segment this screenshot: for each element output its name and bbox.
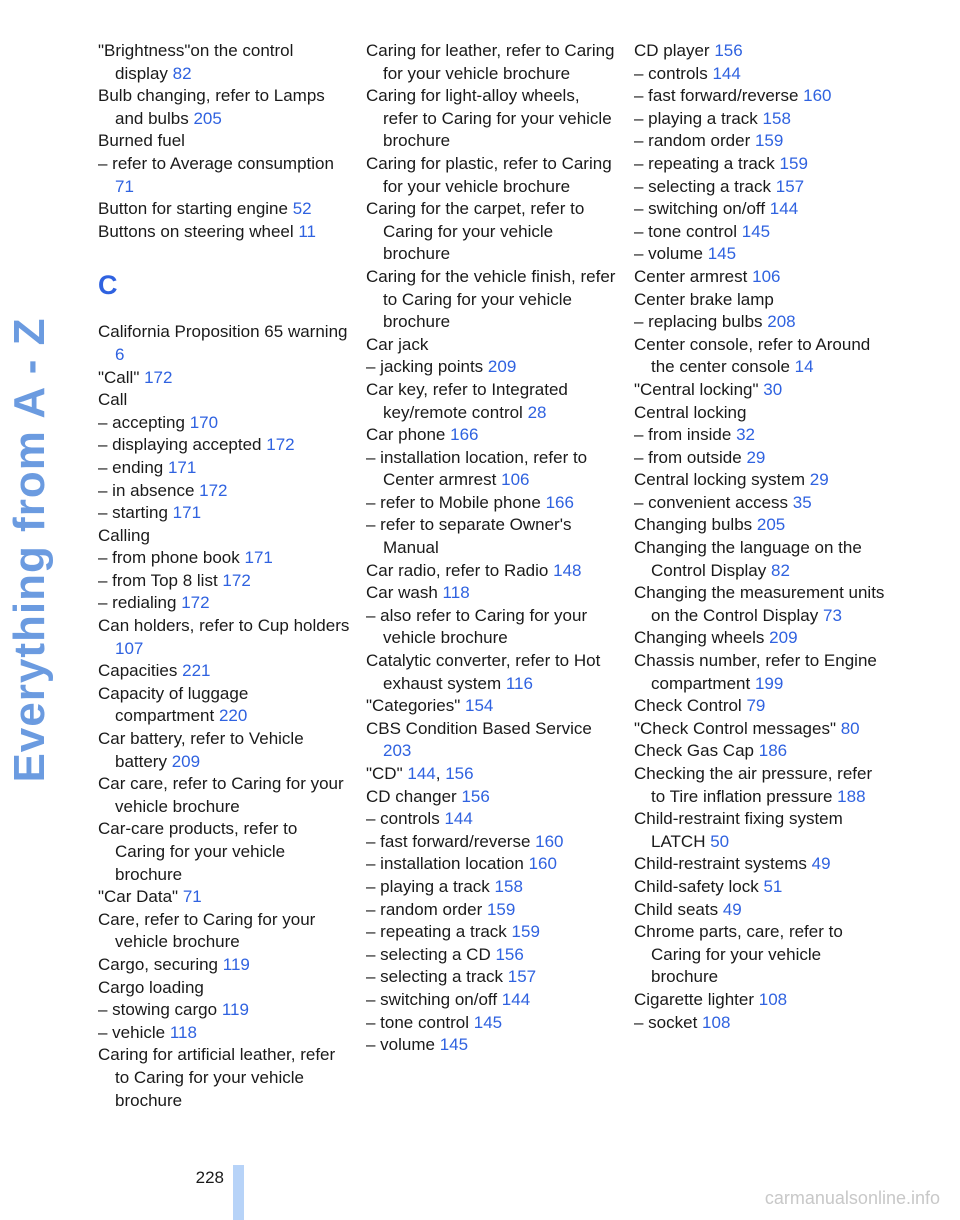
- index-entry: [366, 899, 618, 922]
- index-entry: [366, 356, 618, 379]
- index-entry: [98, 130, 350, 153]
- page-reference-link[interactable]: 116: [505, 673, 533, 693]
- page-number-bar: [233, 1165, 244, 1220]
- index-entry: [98, 198, 350, 221]
- entry-text: – repeating a track: [634, 153, 775, 173]
- entry-text: Buttons on steering wheel: [98, 221, 294, 241]
- entry-text: – volume: [366, 1035, 435, 1055]
- index-entry: [366, 198, 618, 266]
- page-reference-link[interactable]: 203: [383, 741, 412, 761]
- index-entry: [98, 1044, 350, 1112]
- index-entry: [634, 130, 886, 153]
- page-reference-link[interactable]: 205: [193, 108, 222, 128]
- side-section-title: [0, 0, 60, 1100]
- entry-text: – also refer to Caring for your vehicle brochure: [366, 605, 588, 648]
- page-reference-link[interactable]: 156: [495, 944, 524, 964]
- page-reference-link[interactable]: 14: [794, 357, 814, 377]
- page-reference-link[interactable]: 144: [501, 989, 531, 1009]
- entry-text: Calling: [98, 525, 150, 545]
- index-entry: [98, 954, 350, 977]
- index-entry: [634, 627, 886, 650]
- entry-text: – jacking points: [366, 357, 484, 377]
- entry-text: Caring for the carpet, refer to Caring for your vehicle brochure: [366, 199, 585, 264]
- page-reference-link[interactable]: 50: [710, 831, 730, 851]
- index-entry: [98, 728, 350, 773]
- index-entry: [634, 379, 886, 402]
- index-entry: [98, 40, 350, 85]
- page-reference-link[interactable]: 159: [779, 153, 808, 173]
- index-entry: [366, 266, 618, 334]
- index-entry: [366, 786, 618, 809]
- page-reference-link[interactable]: 82: [172, 63, 192, 83]
- page-reference-link[interactable]: 28: [527, 402, 547, 422]
- index-entry: [634, 176, 886, 199]
- entry-text: Changing wheels: [634, 628, 765, 648]
- page-reference-link[interactable]: 82: [771, 560, 790, 580]
- entry-text: – selecting a CD: [366, 944, 491, 964]
- index-entry: [366, 718, 618, 763]
- page-reference-link[interactable]: 209: [487, 357, 517, 377]
- page-reference-link[interactable]: 144: [444, 809, 473, 829]
- page-reference-link[interactable]: 35: [792, 492, 812, 512]
- index-entry: "CD" 144, 156: [366, 764, 474, 783]
- index-entry: [98, 153, 350, 198]
- page-reference-link[interactable]: 49: [811, 854, 831, 874]
- page-reference-link[interactable]: 172: [181, 593, 210, 613]
- entry-text: – ending: [98, 457, 164, 477]
- index-entry: [634, 402, 886, 425]
- index-entry: [366, 944, 618, 967]
- page-reference-link[interactable]: 221: [182, 661, 211, 681]
- page-reference-link[interactable]: 73: [823, 605, 842, 625]
- entry-text: Car care, refer to Caring for your vehicle brochure: [98, 774, 344, 816]
- index-entry: [98, 660, 350, 683]
- index-entry: [366, 695, 618, 718]
- page-reference-link[interactable]: 172: [222, 570, 251, 590]
- index-entry: [98, 818, 350, 886]
- page-reference-link[interactable]: 166: [545, 492, 574, 512]
- index-entry: [98, 1022, 350, 1045]
- entry-text: – selecting a track: [634, 176, 772, 196]
- index-entry: [634, 266, 886, 289]
- entry-text: – volume: [634, 244, 703, 264]
- page-reference-link[interactable]: 51: [763, 876, 783, 896]
- index-entry: [634, 808, 886, 853]
- index-column-3: [634, 40, 886, 1034]
- page-reference-link[interactable]: 118: [442, 583, 470, 603]
- index-entry: [366, 1012, 618, 1035]
- entry-text: – accepting: [98, 412, 185, 432]
- entry-text: Caring for artificial leather, refer to Caring for your vehicle brochure: [98, 1045, 336, 1110]
- page-reference-link[interactable]: 159: [511, 922, 540, 942]
- index-entry: [366, 831, 618, 854]
- entry-text: – controls: [366, 809, 440, 829]
- index-entry: [634, 740, 886, 763]
- entry-text: Call: [98, 390, 128, 410]
- page-reference-link[interactable]: 170: [189, 412, 219, 432]
- entry-text: Capacities: [98, 661, 178, 681]
- page-reference-link[interactable]: 118: [169, 1022, 197, 1042]
- index-entry: [634, 40, 886, 63]
- entry-text: – switching on/off: [366, 989, 498, 1009]
- entry-text: – playing a track: [634, 108, 758, 128]
- index-entry: [98, 547, 350, 570]
- page-reference-link[interactable]: 208: [767, 312, 796, 332]
- index-entry: [366, 424, 618, 447]
- entry-text: CD player: [634, 41, 710, 60]
- index-entry: [366, 808, 618, 831]
- entry-text: – installation location, refer to Center armrest: [366, 447, 588, 490]
- entry-text: Can holders, refer to Cup holders: [98, 616, 350, 636]
- index-entry: [366, 85, 618, 153]
- entry-text: Caring for leather, refer to Caring for your vehicle brochure: [366, 41, 615, 83]
- index-entry: [98, 502, 350, 525]
- page-reference-link[interactable]: 188: [837, 786, 866, 806]
- page-reference-link[interactable]: 32: [736, 425, 755, 445]
- index-entry: [366, 966, 618, 989]
- entry-text: Car battery, refer to Vehicle battery: [98, 729, 304, 771]
- index-entry: [634, 718, 886, 741]
- entry-text: Car radio, refer to Radio: [366, 560, 549, 580]
- entry-text: Child-restraint fixing system LATCH: [634, 809, 843, 851]
- entry-text: Central locking system: [634, 470, 806, 490]
- index-entry: [634, 514, 886, 537]
- entry-text: Capacity of luggage compartment: [98, 683, 249, 726]
- entry-text: Caring for the vehicle finish, refer to Caring for your vehicle brochure: [366, 266, 616, 332]
- entry-text: Changing the measurement units on the Control Display: [634, 583, 885, 625]
- page-reference-link[interactable]: 158: [494, 876, 523, 896]
- page-reference-link[interactable]: 156: [445, 764, 474, 783]
- entry-text: Cargo loading: [98, 977, 204, 997]
- entry-text: – starting: [98, 503, 168, 523]
- index-entry: [634, 63, 886, 86]
- page-reference-link[interactable]: 119: [221, 1000, 249, 1020]
- page-reference-link[interactable]: 220: [218, 706, 248, 726]
- index-entry: [634, 108, 886, 131]
- entry-text: Chrome parts, care, refer to Caring for your vehicle brochure: [634, 922, 843, 987]
- page-reference-link[interactable]: 156: [714, 41, 743, 60]
- page-reference-link[interactable]: 159: [486, 899, 516, 919]
- entry-text: – stowing cargo: [98, 1000, 218, 1020]
- index-entry: [634, 492, 886, 515]
- index-entry: [634, 921, 886, 989]
- page-reference-link[interactable]: 205: [756, 515, 786, 535]
- page-reference-link[interactable]: 158: [762, 108, 791, 128]
- entry-text: Care, refer to Caring for your vehicle brochure: [98, 909, 316, 952]
- index-column-1: [98, 40, 350, 1112]
- index-entry: [634, 989, 886, 1012]
- index-entry: [366, 334, 618, 357]
- entry-text: Check Gas Cap: [634, 741, 754, 761]
- watermark: carmanualsonline.info: [764, 1188, 940, 1208]
- entry-text: – from outside: [634, 447, 742, 467]
- entry-text: "CD": [366, 764, 403, 783]
- entry-text: Child-restraint systems: [634, 854, 807, 874]
- index-entry: [634, 447, 886, 470]
- entry-text: "Check Control messages": [634, 718, 836, 738]
- entry-text: – refer to separate Owner's Manual: [366, 515, 572, 558]
- entry-text: – from Top 8 list: [98, 570, 218, 590]
- page-reference-link[interactable]: 160: [535, 831, 564, 851]
- entry-text: "Central locking": [634, 379, 759, 399]
- page-reference-link[interactable]: 171: [172, 503, 202, 523]
- index-entry: [98, 480, 350, 503]
- index-entry: [366, 582, 618, 605]
- entry-text: – displaying accepted: [98, 435, 262, 455]
- page-reference-link[interactable]: 157: [507, 967, 537, 987]
- index-entry: [98, 367, 350, 390]
- index-entry: [98, 525, 350, 548]
- entry-text: – tone control: [366, 1012, 470, 1032]
- index-entry: [98, 999, 350, 1022]
- index-entry: [634, 853, 886, 876]
- entry-text: Bulb changing, refer to Lamps and bulbs: [98, 86, 325, 128]
- page-reference-link[interactable]: 171: [244, 548, 273, 568]
- entry-text: Car wash: [366, 583, 438, 603]
- entry-text: Changing the language on the Control Display: [634, 538, 862, 580]
- page-reference-link[interactable]: 166: [450, 425, 479, 445]
- index-entry: [98, 412, 350, 435]
- page-reference-link[interactable]: 145: [741, 221, 771, 241]
- page-reference-link[interactable]: 144: [769, 199, 799, 219]
- index-entry: [366, 989, 618, 1012]
- entry-text: Burned fuel: [98, 131, 185, 151]
- entry-text: – playing a track: [366, 876, 490, 896]
- entry-text: Check Control: [634, 696, 742, 716]
- index-entry: [366, 605, 618, 650]
- entry-text: CD changer: [366, 786, 457, 806]
- entry-text: – selecting a track: [366, 967, 504, 987]
- index-entry: [634, 289, 886, 312]
- index-entry: [634, 899, 886, 922]
- entry-text: Chassis number, refer to Engine compartment: [634, 651, 877, 693]
- index-entry: [366, 447, 618, 492]
- entry-text: – repeating a track: [366, 922, 507, 942]
- index-entry: [366, 492, 618, 515]
- index-entry: [634, 695, 886, 718]
- index-entry: [634, 650, 886, 695]
- page-reference-link[interactable]: 171: [167, 457, 197, 477]
- entry-text: California Proposition 65 warning: [98, 322, 348, 342]
- index-entry: [366, 1034, 618, 1057]
- index-entry: [366, 921, 618, 944]
- entry-text: Changing bulbs: [634, 515, 753, 535]
- entry-text: – vehicle: [98, 1022, 166, 1042]
- entry-text: – random order: [366, 899, 483, 919]
- entry-text: – switching on/off: [634, 199, 766, 219]
- page-reference-link[interactable]: 172: [266, 435, 295, 455]
- page-reference-link[interactable]: 106: [752, 266, 781, 286]
- entry-text: – from inside: [634, 425, 732, 445]
- entry-text: "Brightness"on the control display: [98, 41, 294, 83]
- entry-text: Caring for plastic, refer to Caring for your vehicle brochure: [366, 153, 612, 196]
- page-reference-link[interactable]: 209: [769, 628, 798, 648]
- entry-text: Center armrest: [634, 266, 748, 286]
- entry-text: – random order: [634, 131, 751, 151]
- index-entry: [98, 909, 350, 954]
- index-column-2: [366, 40, 618, 1057]
- entry-text: – controls: [634, 63, 708, 83]
- page-reference-link[interactable]: 108: [702, 1012, 731, 1032]
- page-reference-link[interactable]: 29: [746, 447, 766, 467]
- index-entry: [98, 615, 350, 660]
- page-reference-link[interactable]: 186: [758, 741, 788, 761]
- entry-text: – tone control: [634, 221, 738, 241]
- page-number: 228: [195, 1168, 224, 1187]
- index-entry: [634, 334, 886, 379]
- entry-text: – fast forward/reverse: [634, 86, 799, 106]
- index-entry: [98, 773, 350, 818]
- page-reference-link[interactable]: 144: [712, 63, 741, 83]
- page-reference-link[interactable]: 172: [144, 367, 173, 387]
- page-reference-link[interactable]: 145: [439, 1035, 469, 1055]
- index-entry: [366, 560, 618, 583]
- page-reference-link[interactable]: 79: [746, 696, 766, 716]
- index-entry: [98, 457, 350, 480]
- index-entry: [98, 434, 350, 457]
- page-reference-link[interactable]: 209: [171, 751, 201, 771]
- page-reference-link[interactable]: 106: [501, 470, 530, 490]
- page-reference-link[interactable]: 148: [553, 560, 582, 580]
- page-reference-link[interactable]: 145: [707, 244, 737, 264]
- entry-text: – socket: [634, 1012, 698, 1032]
- entry-text: Car key, refer to Integrated key/remote control: [366, 379, 568, 422]
- index-entry: [98, 221, 350, 244]
- page-reference-link[interactable]: 49: [722, 899, 742, 919]
- index-entry: [366, 514, 618, 559]
- index-entry: [366, 153, 618, 198]
- page-reference-link[interactable]: 172: [199, 480, 228, 500]
- entry-text: Center console, refer to Around the center console: [634, 334, 871, 377]
- index-entry: [634, 153, 886, 176]
- entry-text: "Call": [98, 367, 140, 387]
- index-entry: [634, 311, 886, 334]
- page-reference-link[interactable]: 160: [803, 86, 832, 106]
- index-entry: [98, 389, 350, 412]
- index-entry: [98, 977, 350, 1000]
- page-reference-link[interactable]: 11: [298, 221, 317, 241]
- page-reference-link[interactable]: 157: [775, 176, 805, 196]
- entry-text: Car-care products, refer to Caring for your vehicle brochure: [98, 819, 298, 884]
- entry-text: Button for starting engine: [98, 199, 288, 219]
- page-reference-link[interactable]: 71: [115, 176, 134, 196]
- index-entry: [98, 321, 350, 366]
- entry-text: – fast forward/reverse: [366, 831, 531, 851]
- page-reference-link[interactable]: 144: [407, 764, 436, 783]
- index-entry: [634, 221, 886, 244]
- index-entry: [634, 876, 886, 899]
- entry-text: – convenient access: [634, 492, 789, 512]
- entry-text: Caring for light-alloy wheels, refer to Caring for your vehicle brochure: [366, 86, 612, 151]
- index-entry: [98, 570, 350, 593]
- index-entry: [366, 650, 618, 695]
- page-reference-link[interactable]: 107: [115, 638, 144, 658]
- entry-text: Child-safety lock: [634, 876, 759, 896]
- entry-text: – refer to Mobile phone: [366, 492, 541, 512]
- index-entry: [634, 582, 886, 627]
- index-entry: [366, 876, 618, 899]
- entry-text: "Car Data": [98, 887, 179, 907]
- index-entry: [366, 379, 618, 424]
- index-entry: [98, 85, 350, 130]
- index-entry: [366, 853, 618, 876]
- entry-text: CBS Condition Based Service: [366, 718, 592, 738]
- entry-text: Child seats: [634, 899, 719, 919]
- page-reference-link[interactable]: 145: [473, 1012, 503, 1032]
- page-reference-link[interactable]: 71: [182, 887, 202, 907]
- index-entry: [634, 1012, 886, 1035]
- entry-text: – replacing bulbs: [634, 312, 763, 332]
- entry-text: – refer to Average consumption: [98, 153, 334, 173]
- page-reference-link[interactable]: 6: [115, 344, 125, 364]
- entry-text: Center brake lamp: [634, 289, 774, 309]
- index-entry: [366, 40, 618, 85]
- entry-text: Car phone: [366, 425, 446, 445]
- entry-text: Cargo, securing: [98, 954, 219, 974]
- page-reference-link[interactable]: 160: [528, 854, 557, 874]
- side-title-text: Everything from A - Z: [5, 317, 54, 783]
- section-letter-heading: C: [98, 270, 118, 301]
- page-reference-link[interactable]: 30: [763, 379, 783, 399]
- page-reference-link[interactable]: 119: [222, 954, 250, 974]
- entry-text: Catalytic converter, refer to Hot exhaust system: [366, 651, 601, 693]
- index-entry: [98, 683, 350, 728]
- page-reference-link[interactable]: 108: [758, 989, 788, 1009]
- index-entry: [634, 537, 886, 582]
- index-entry: [634, 763, 886, 808]
- entry-text: Cigarette lighter: [634, 989, 755, 1009]
- entry-text: – installation location: [366, 854, 524, 874]
- entry-text: "Categories": [366, 696, 461, 716]
- page-reference-link[interactable]: 52: [292, 199, 312, 219]
- page-reference-link[interactable]: 29: [809, 470, 829, 490]
- page-reference-link[interactable]: 159: [754, 131, 784, 151]
- index-entry: [98, 886, 350, 909]
- entry-text: Checking the air pressure, refer to Tire inflation pressure: [634, 764, 873, 806]
- index-entry: [98, 592, 350, 615]
- entry-text: Car jack: [366, 334, 429, 354]
- index-entry: [634, 85, 886, 108]
- page-reference-link[interactable]: 80: [840, 718, 860, 738]
- index-entry: [634, 424, 886, 447]
- entry-text: – in absence: [98, 480, 195, 500]
- index-entry: [634, 243, 886, 266]
- entry-text: – redialing: [98, 593, 177, 613]
- index-entry: [634, 469, 886, 492]
- entry-text: Central locking: [634, 402, 747, 422]
- index-entry: [634, 198, 886, 221]
- page-reference-link[interactable]: 156: [461, 786, 490, 806]
- page-reference-link[interactable]: 199: [754, 673, 784, 693]
- entry-text: – from phone book: [98, 548, 240, 568]
- page-reference-link[interactable]: 154: [465, 696, 494, 716]
